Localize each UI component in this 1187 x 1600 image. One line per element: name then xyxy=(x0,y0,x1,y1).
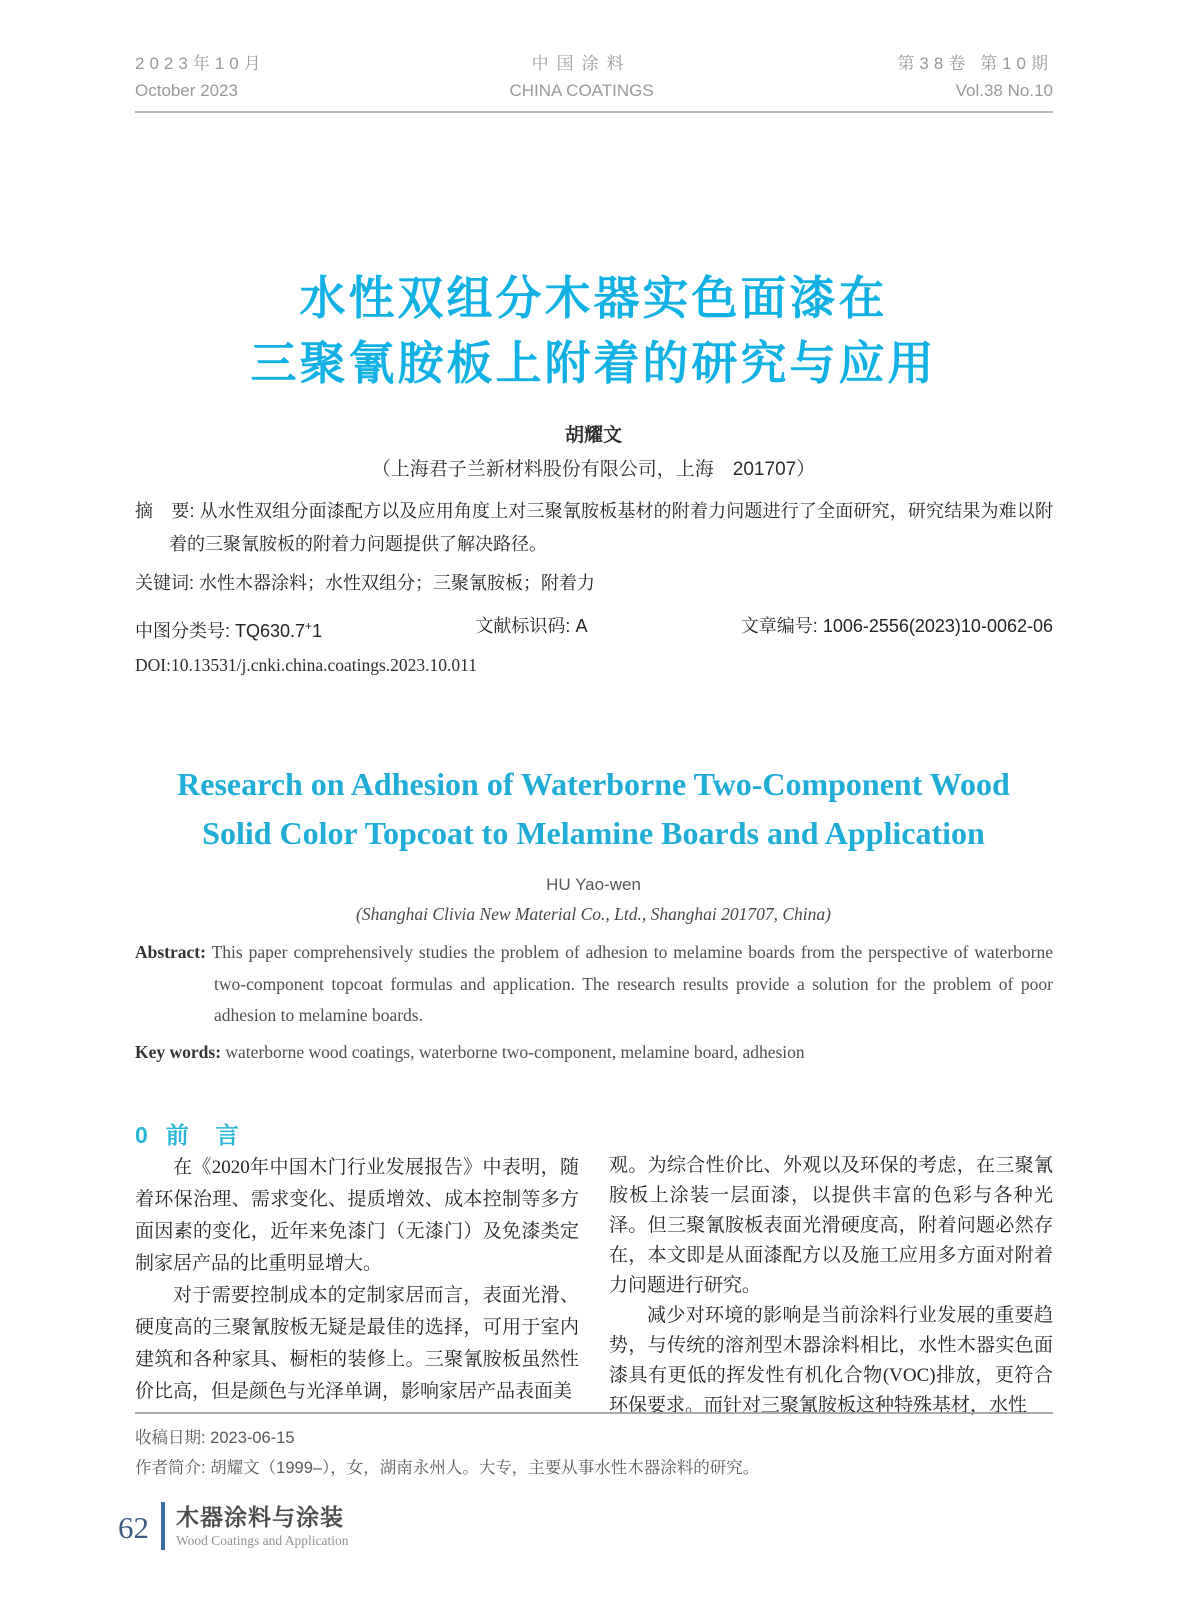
keywords-label-en: Key words: xyxy=(135,1041,222,1062)
chinese-meta-block xyxy=(135,495,1053,676)
received-date: 收稿日期: 2023-06-15 xyxy=(135,1429,295,1447)
author-en: HU Yao-wen xyxy=(546,875,641,894)
issue-cn: 第38卷 第10期 xyxy=(897,54,1053,73)
body-paragraph: 在《2020年中国木门行业发展报告》中表明，随着环保治理、需求变化、提质增效、成本控制等多方面因素的变化，近年来免漆门（无漆门）及免漆类定制家居产品的比重明显增大。 xyxy=(135,1157,579,1274)
english-title-block xyxy=(80,760,1107,925)
article-title-cn-line2: 三聚氰胺板上附着的研究与应用 xyxy=(250,337,937,389)
section-0-title: 前 言 xyxy=(165,1122,241,1148)
clc-superscript: + xyxy=(305,619,313,633)
clc-tail: 1 xyxy=(312,621,323,641)
english-meta-block xyxy=(135,937,1053,1068)
header-date xyxy=(135,50,266,104)
journal-header xyxy=(135,50,1053,113)
body-columns xyxy=(135,1120,1053,1421)
footer-column-cn: 木器涂料与涂装 xyxy=(176,1503,344,1530)
article-title-en-line2: Solid Color Topcoat to Melamine Boards and Application xyxy=(202,815,985,851)
abstract-cn xyxy=(135,495,1053,561)
footer-column-en: Wood Coatings and Application xyxy=(176,1532,349,1548)
article-title-en xyxy=(80,760,1107,858)
keywords-text-cn: 水性木器涂料；水性双组分；三聚氰胺板；附着力 xyxy=(194,573,596,593)
keywords-cn xyxy=(135,567,1053,600)
author-bio: 作者简介: 胡耀文（1999–），女，湖南永州人。大专，主要从事水性木器涂料的研究。 xyxy=(135,1459,760,1477)
footer-column-name xyxy=(176,1504,349,1549)
header-journal-name xyxy=(509,50,653,104)
body-paragraph: 观。为综合性价比、外观以及环保的考虑，在三聚氰胺板上涂装一层面漆，以提供丰富的色彩与各种光泽。但三聚氰胺板表面光滑硬度高，附着问题必然存在，本文即是从面漆配方以及施工应用多方面对附着力问题进行研究。 xyxy=(609,1155,1053,1296)
header-issue xyxy=(897,50,1053,104)
header-date-en: October 2023 xyxy=(135,81,239,101)
abstract-text-en: This paper comprehensively studies the problem of adhesion to melamine boards from the perspective of waterborne two-component topcoat formulas and application. The research results provide a solution for the problem of poor adhesion to melamine boards. xyxy=(205,942,1053,1025)
affiliation-en: (Shanghai Clivia New Material Co., Ltd., Shanghai 201707, China) xyxy=(356,904,831,924)
footer-divider-bar xyxy=(161,1502,165,1550)
keywords-en xyxy=(135,1037,1053,1069)
author-cn: 胡耀文 xyxy=(564,425,622,446)
abstract-label-cn: 摘 要: xyxy=(135,501,195,521)
affiliation-cn: （上海君子兰新材料股份有限公司，上海 201707） xyxy=(371,459,816,480)
article-title-cn xyxy=(100,266,1087,396)
journal-name-en: CHINA COATINGS xyxy=(509,81,654,101)
body-column-right xyxy=(609,1120,1053,1421)
body-column-left xyxy=(135,1120,579,1421)
issue-en: Vol.38 No.10 xyxy=(955,81,1053,101)
article-title-cn-line1: 水性双组分木器实色面漆在 xyxy=(299,272,888,324)
section-0-number: 0 xyxy=(135,1122,148,1148)
article-id: 文章编号: 1006-2556(2023)10-0062-06 xyxy=(740,616,1053,636)
doi: DOI:10.13531/j.cnki.china.coatings.2023.10.011 xyxy=(135,655,478,675)
keywords-label-cn: 关键词: xyxy=(135,573,195,593)
clc-number xyxy=(135,611,322,646)
section-0-heading xyxy=(135,1120,579,1150)
body-paragraph: 对于需要控制成本的定制家居而言，表面光滑、硬度高的三聚氰胺板无疑是最佳的选择，可用于室内建筑和各种家具、橱柜的装修上。三聚氰胺板虽然性价比高，但是颜色与光泽单调，影响家居产品表面美 xyxy=(135,1285,579,1402)
abstract-label-en: Abstract: xyxy=(135,942,206,962)
journal-name-cn: 中国涂料 xyxy=(531,54,632,73)
abstract-en xyxy=(135,937,1053,1032)
body-paragraph: 减少对环境的影响是当前涂料行业发展的重要趋势，与传统的溶剂型木器涂料相比，水性木器实色面漆具有更低的挥发性有机化合物(VOC)排放，更符合环保要求。而针对三聚氰胺板这种特殊基材，水性 xyxy=(609,1305,1053,1416)
abstract-text-cn: 从水性双组分面漆配方以及应用角度上对三聚氰胺板基材的附着力问题进行了全面研究，研究结果为难以附着的三聚氰胺板的附着力问题提供了解决路径。 xyxy=(169,501,1053,554)
header-date-cn: 2023年10月 xyxy=(135,54,266,73)
clc-prefix: 中图分类号: TQ630.7 xyxy=(135,621,306,641)
keywords-text-en: waterborne wood coatings, waterborne two-component, melamine board, adhesion xyxy=(221,1041,805,1062)
chinese-title-block xyxy=(100,266,1087,481)
page-number: 62 xyxy=(118,1510,149,1545)
article-title-en-line1: Research on Adhesion of Waterborne Two-Component Wood xyxy=(177,766,1010,802)
footnote-block xyxy=(135,1412,1053,1483)
classification-row xyxy=(135,611,1053,646)
page-footer xyxy=(118,1502,349,1550)
document-code: 文献标识码: A xyxy=(475,616,588,636)
